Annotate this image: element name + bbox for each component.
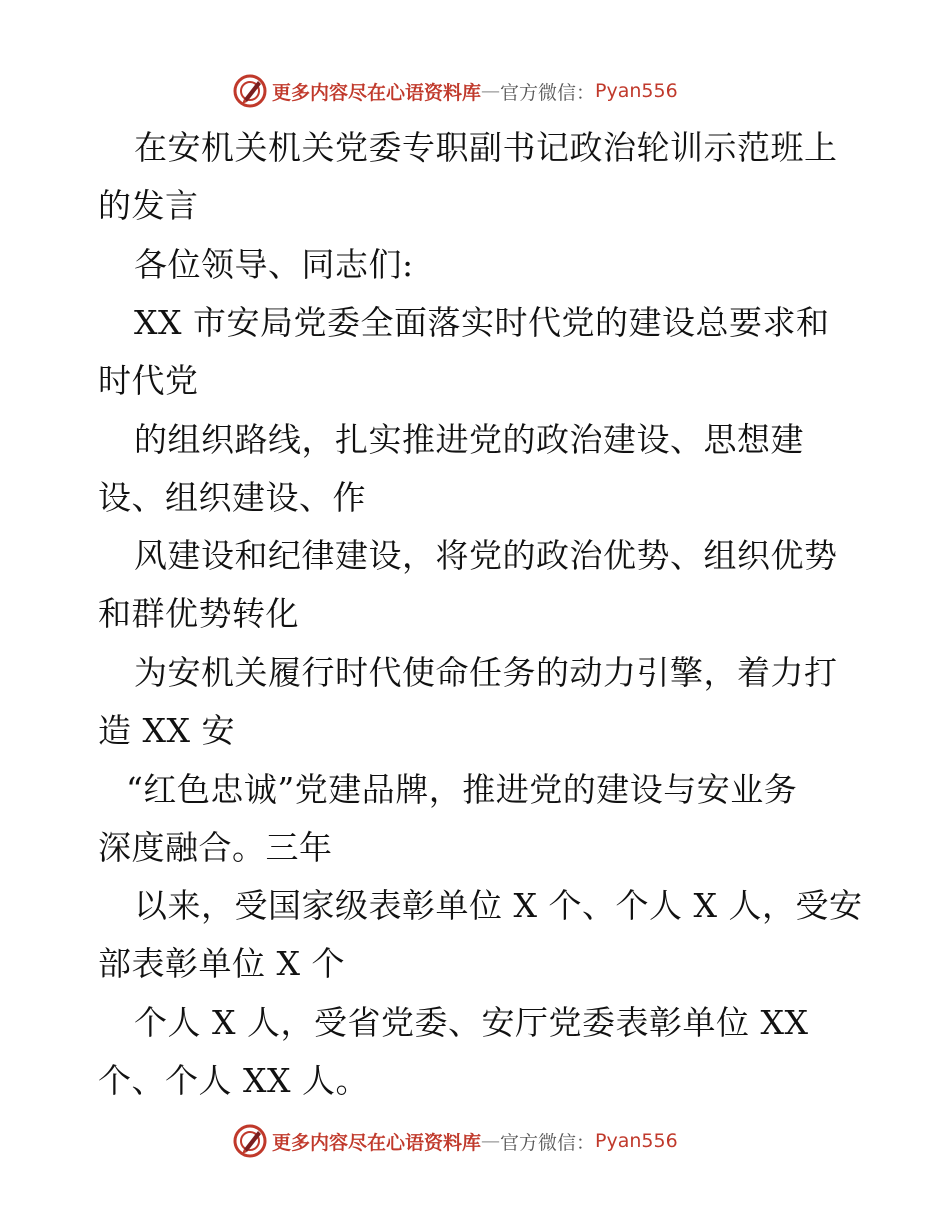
body-line: 设、组织建设、作 <box>98 478 366 517</box>
body-line: 造 XX 安 <box>98 711 235 750</box>
header-brand-text: 更多内容尽在心语资料库 <box>272 81 482 104</box>
header-banner <box>232 71 732 111</box>
title-line-2: 的发言 <box>98 186 199 225</box>
footer-brand-text: 更多内容尽在心语资料库 <box>272 1131 482 1154</box>
body-line: 个人 X 人，受省党委、安厅党委表彰单位 XX <box>134 1003 809 1042</box>
footer-dash: — <box>481 1130 501 1152</box>
body-line: “红色忠诚”党建品牌，推进党的建设与安业务 <box>126 770 798 809</box>
footer-wechat-label: 官方微信： <box>500 1131 596 1154</box>
header-wechat-label: 官方微信： <box>500 81 596 104</box>
body-line: 的组织路线，扎实推进党的政治建设、思想建 <box>134 420 804 459</box>
body-line: 深度融合。三年 <box>98 828 333 867</box>
pen-logo-icon <box>232 73 268 109</box>
header-wechat-id: Pyan556 <box>595 80 678 102</box>
header-dash: — <box>481 80 501 102</box>
pen-logo-icon <box>232 1123 268 1159</box>
footer-wechat-id: Pyan556 <box>595 1130 678 1152</box>
body-line: 个、个人 XX 人。 <box>98 1061 369 1100</box>
salutation: 各位领导、同志们: <box>134 245 414 284</box>
body-line: 时代党 <box>98 361 199 400</box>
body-line: 部表彰单位 X 个 <box>98 944 345 983</box>
body-line: XX 市安局党委全面落实时代党的建设总要求和 <box>134 303 830 342</box>
footer-banner <box>232 1121 732 1161</box>
body-line: 风建设和纪律建设，将党的政治优势、组织优势 <box>134 536 838 575</box>
body-line: 为安机关履行时代使命任务的动力引擎，着力打 <box>134 653 838 692</box>
title-line-1: 在安机关机关党委专职副书记政治轮训示范班上 <box>134 128 838 167</box>
body-line: 和群优势转化 <box>98 594 299 633</box>
body-line: 以来，受国家级表彰单位 X 个、个人 X 人，受安 <box>134 886 863 925</box>
